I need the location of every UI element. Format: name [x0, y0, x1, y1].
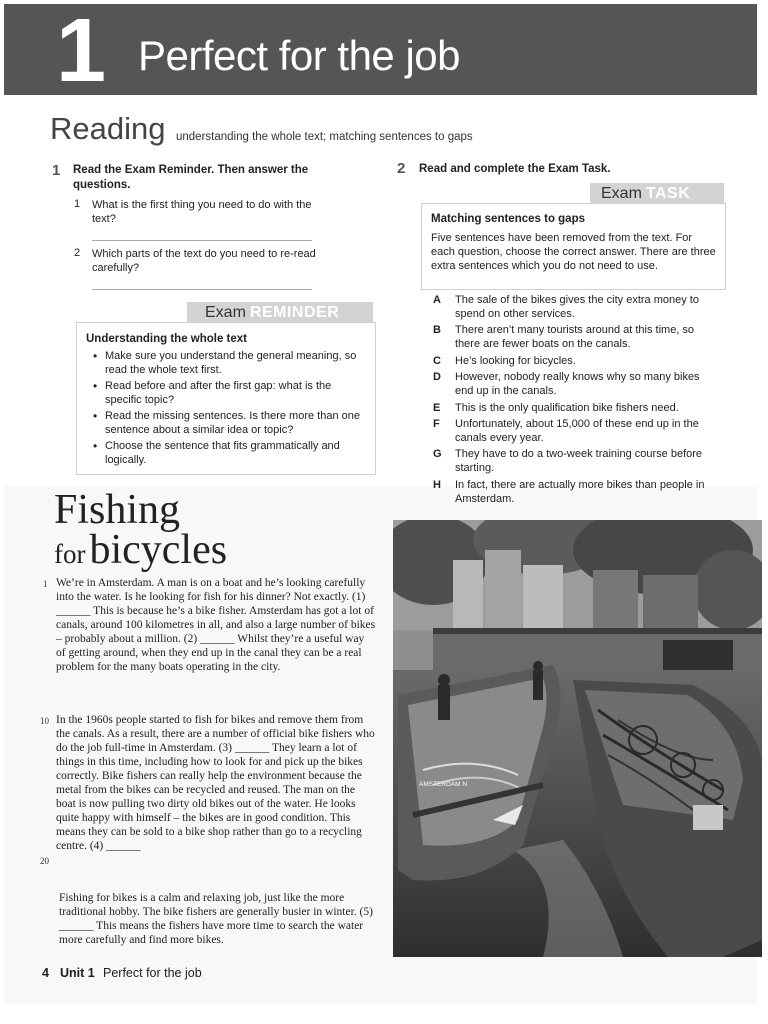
- line-number: 20: [40, 856, 49, 866]
- option-letter: H: [433, 478, 441, 491]
- article-title-for: for: [54, 539, 86, 569]
- reminder-bullet: • Make sure you understand the general meaning, so read the whole text first.: [91, 349, 361, 377]
- option-text: He’s looking for bicycles.: [455, 354, 576, 367]
- option-letter: C: [433, 354, 441, 367]
- section-heading: Reading: [50, 111, 166, 146]
- question-1-line-1: Read the Exam Reminder. Then answer the: [73, 164, 309, 176]
- question-2-number: 2: [397, 160, 406, 177]
- option-text: In fact, there are actually more bikes than people in Amsterdam.: [455, 478, 705, 505]
- canal-boats-photo: [393, 520, 762, 957]
- exam-task-heading: Matching sentences to gaps: [431, 213, 586, 225]
- option-text: This is the only qualification bike fishers need.: [455, 401, 679, 414]
- task-option: [433, 323, 718, 351]
- subquestion-2-line-2: carefully?: [92, 262, 140, 274]
- subquestion-2-line-1: Which parts of the text do you need to re-read: [92, 248, 316, 260]
- unit-number: 1: [56, 1, 107, 101]
- exam-reminder-tab-strong: REMINDER: [249, 304, 340, 321]
- article-paragraph-1: We’re in Amsterdam. A man is on a boat and he’s looking carefully into the water. Is he looking for fish for his dinner? Not exactly. (1) ______ This is because he’s a bike fisher. Amsterdam has got a lot of canals, around 100 kilometres in all, and also a large number of bikes – probably about a million. (2) ______ Whilst they’re a useful way of getting around, when they end up in the canal they can be a real problem for the many boats operating in the city.: [56, 577, 376, 673]
- footer-unit-label: Unit 1: [60, 966, 95, 980]
- option-letter: E: [433, 401, 441, 414]
- reminder-bullet: • Read the missing sentences. Is there more than one sentence about a similar idea or topic?: [91, 409, 361, 437]
- task-option: [433, 401, 718, 415]
- subquestion-1-line-2: text?: [92, 213, 116, 225]
- line-number: 1: [43, 579, 48, 589]
- reminder-bullet: • Choose the sentence that fits grammatically and logically.: [91, 439, 361, 467]
- answer-line-2[interactable]: [92, 289, 312, 290]
- option-letter: F: [433, 417, 440, 430]
- option-text: The sale of the bikes gives the city extra money to spend on other services.: [455, 294, 699, 320]
- option-text: There aren’t many tourists around at this time, so there are fewer boats on the canals.: [455, 324, 695, 351]
- task-option: [433, 447, 718, 475]
- task-option: [433, 370, 718, 398]
- section-subheading: understanding the whole text; matching sentences to gaps: [176, 131, 473, 143]
- photo-illustration: [393, 520, 762, 957]
- exam-task-tab-word: Exam: [601, 185, 642, 202]
- task-options-list: [433, 293, 718, 508]
- subquestion-1-number: 1: [74, 198, 81, 210]
- exam-task-instructions: Five sentences have been removed from the text. For each question, choose the correct answer. There are three extra sentences which you do not need to use.: [431, 232, 716, 272]
- question-2-text: Read and complete the Exam Task.: [419, 163, 611, 175]
- exam-reminder-tab-word: Exam: [205, 304, 246, 321]
- option-text: However, nobody really knows why so many bikes end up in the canals.: [455, 371, 700, 398]
- article-title-line-1: Fishing: [54, 487, 181, 533]
- option-text: They have to do a two-week training course before starting.: [455, 448, 703, 475]
- option-letter: D: [433, 371, 441, 384]
- exam-task-tab-strong: TASK: [645, 185, 691, 202]
- option-letter: A: [433, 294, 441, 306]
- article-title-word: bicycles: [89, 527, 228, 573]
- article-title-line-2: [54, 526, 227, 574]
- article-paragraph-3: Fishing for bikes is a calm and relaxing job, just like the more traditional hobby. The bike fishers are generally busier in winter. (5) ______ This means the fishers have more time to search the water more carefully and find more bikes.: [59, 892, 373, 946]
- exam-task-tab: [590, 183, 724, 205]
- exam-reminder-list: [91, 349, 361, 469]
- task-option: [433, 354, 718, 368]
- page-number: 4: [42, 966, 49, 980]
- subquestion-2-number: 2: [74, 247, 81, 259]
- article-paragraph-2: In the 1960s people started to fish for bikes and remove them from the canals. As a result, there are a number of official bike fishers who do the job full-time in Amsterdam. (3) ______ They learn a lot of things in this time, including how to look for and pick up the bikes correctly. Bike fishers can really help the environment because the metal from the bikes can be recycled and reused. The man on the boat is now pulling two dirty old bikes out of the water. He looks quite happy with himself – the bikes are in good condition. This means they can be sold to a bike shop rather than go to a recycling centre. (4) ______: [56, 714, 375, 852]
- task-option: [433, 417, 718, 445]
- reminder-bullet: • Read before and after the first gap: what is the specific topic?: [91, 379, 361, 407]
- task-option: [433, 293, 718, 321]
- subquestion-1-line-1: What is the first thing you need to do with the: [92, 199, 312, 211]
- question-1-number: 1: [52, 162, 61, 179]
- option-letter: B: [433, 324, 441, 337]
- unit-title: Perfect for the job: [138, 32, 461, 79]
- option-letter: G: [433, 448, 442, 461]
- boat-label: AMSTERDAM N: [419, 781, 468, 788]
- exam-reminder-heading: Understanding the whole text: [86, 333, 248, 345]
- exam-reminder-tab: [187, 302, 373, 324]
- line-number: 10: [40, 716, 49, 726]
- question-1-line-2: questions.: [73, 179, 131, 191]
- answer-line-1[interactable]: [92, 240, 312, 241]
- footer-unit-title: Perfect for the job: [103, 966, 202, 980]
- task-option: [433, 478, 718, 506]
- option-text: Unfortunately, about 15,000 of these end up in the canals every year.: [455, 417, 699, 444]
